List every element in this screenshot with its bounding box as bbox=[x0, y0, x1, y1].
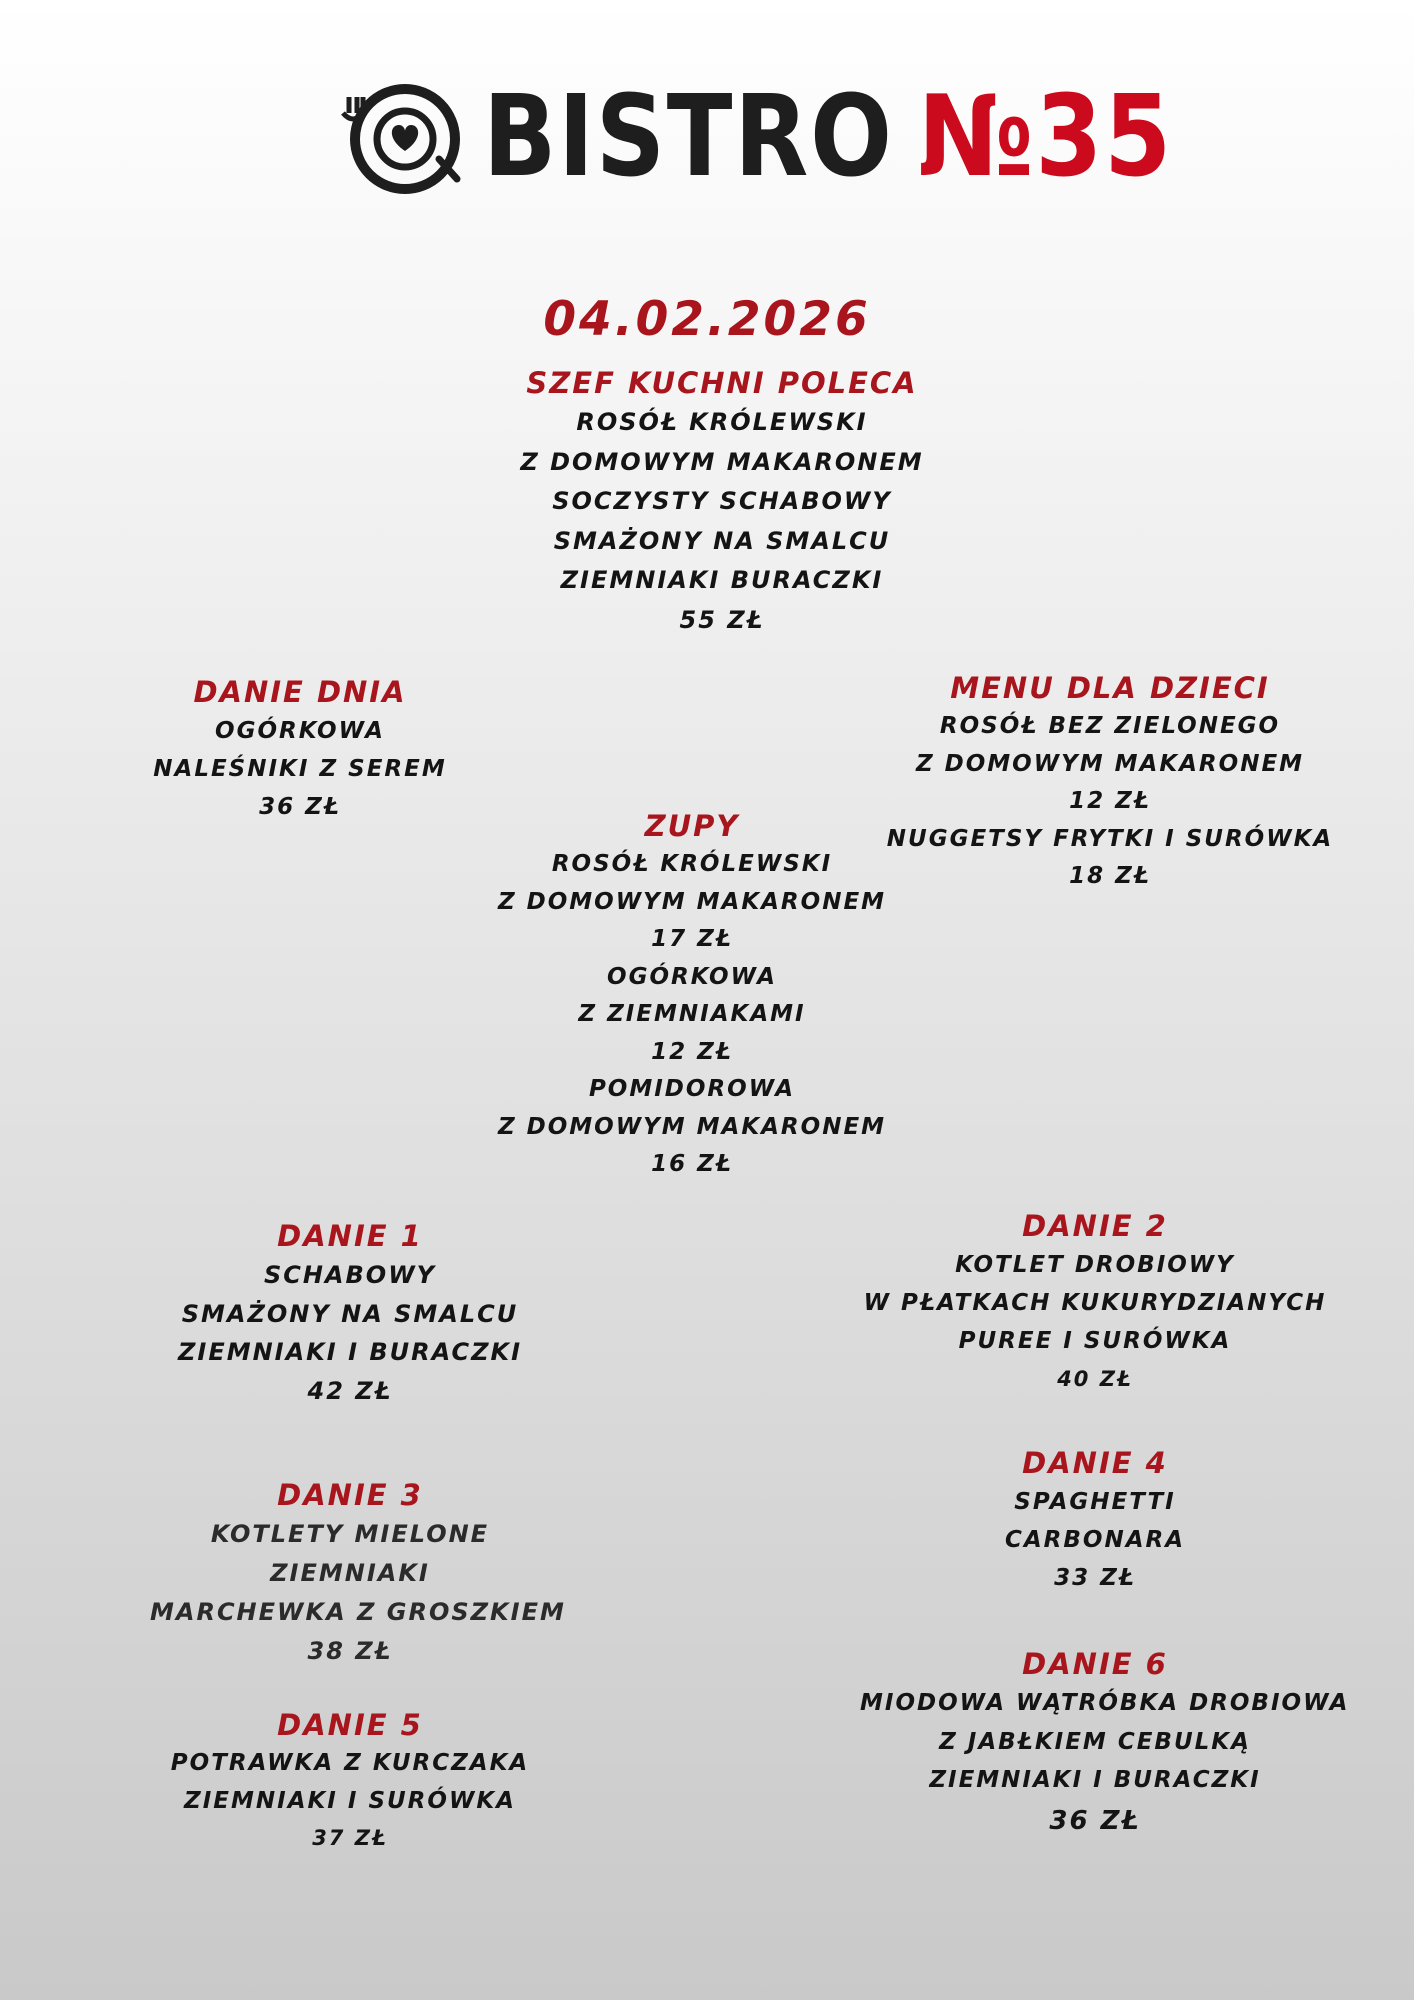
menu-line: KOTLET DROBIOWY bbox=[955, 1252, 1235, 1278]
chef-recommends-section bbox=[457, 363, 987, 640]
menu-line: W PŁATKACH KUKURYDZIANYCH bbox=[863, 1290, 1327, 1316]
price: 17 ZŁ bbox=[651, 926, 733, 952]
bistro-logo bbox=[335, 72, 1173, 202]
logo-number: №35 bbox=[917, 72, 1173, 202]
section-title: DANIE 1 bbox=[277, 1219, 423, 1253]
price: 38 ZŁ bbox=[307, 1637, 393, 1665]
soups-section bbox=[470, 806, 914, 1184]
logo-wordmark bbox=[483, 72, 1173, 202]
menu-line: ROSÓŁ KRÓLEWSKI bbox=[551, 851, 833, 877]
menu-date: 04.02.2026 bbox=[543, 292, 871, 347]
kids-menu-section bbox=[860, 668, 1360, 896]
menu-line: CARBONARA bbox=[1004, 1527, 1186, 1553]
menu-line: Z DOMOWYM MAKARONEM bbox=[497, 1113, 887, 1140]
section-title: DANIE 4 bbox=[1022, 1446, 1168, 1480]
menu-line: ZIEMNIAKI bbox=[270, 1559, 430, 1587]
menu-line: Z JABŁKIEM CEBULKĄ bbox=[939, 1728, 1251, 1755]
menu-line: SOCZYSTY SCHABOWY bbox=[552, 487, 892, 515]
section-title: DANIE 5 bbox=[277, 1708, 423, 1742]
menu-line: ROSÓŁ BEZ ZIELONEGO bbox=[939, 713, 1281, 739]
menu-line: NUGGETSY FRYTKI I SURÓWKA bbox=[886, 825, 1334, 852]
logo-word: BISTRO bbox=[483, 72, 894, 202]
menu-line: ROSÓŁ KRÓLEWSKI bbox=[576, 408, 868, 436]
dish-1-section bbox=[150, 1216, 550, 1410]
plate-heart-logo-icon bbox=[335, 77, 463, 199]
price: 40 ZŁ bbox=[1057, 1367, 1133, 1391]
menu-line: POTRAWKA Z KURCZAKA bbox=[170, 1750, 530, 1776]
menu-line: ZIEMNIAKI BURACZKI bbox=[560, 566, 884, 594]
price: 16 ZŁ bbox=[651, 1151, 733, 1177]
section-title: ZUPY bbox=[644, 809, 740, 843]
menu-line: Z DOMOWYM MAKARONEM bbox=[520, 447, 924, 476]
menu-line: ZIEMNIAKI I BURACZKI bbox=[177, 1338, 522, 1366]
menu-line: PUREE I SURÓWKA bbox=[958, 1328, 1232, 1354]
menu-line: NALEŚNIKI Z SEREM bbox=[153, 756, 447, 782]
section-title: DANIE 2 bbox=[1022, 1209, 1168, 1243]
dish-6-section bbox=[860, 1644, 1350, 1842]
price: 55 ZŁ bbox=[679, 605, 765, 634]
price: 37 ZŁ bbox=[312, 1826, 388, 1850]
section-title: SZEF KUCHNI POLECA bbox=[526, 366, 918, 400]
menu-line: ZIEMNIAKI I SURÓWKA bbox=[184, 1787, 516, 1814]
menu-line: OGÓRKOWA bbox=[607, 963, 777, 990]
menu-line: SPAGHETTI bbox=[1014, 1489, 1176, 1515]
menu-line: Z DOMOWYM MAKARONEM bbox=[915, 750, 1305, 777]
price: 36 ZŁ bbox=[1049, 1805, 1141, 1836]
price: 12 ZŁ bbox=[651, 1038, 733, 1065]
section-title: DANIE 3 bbox=[277, 1478, 423, 1512]
menu-line: MARCHEWKA Z GROSZKIEM bbox=[150, 1598, 566, 1626]
menu-line: ZIEMNIAKI I BURACZKI bbox=[929, 1767, 1261, 1793]
menu-line: SMAŻONY NA SMALCU bbox=[181, 1299, 519, 1328]
menu-line: SCHABOWY bbox=[263, 1261, 437, 1289]
dish-5-section bbox=[150, 1705, 550, 1858]
menu-line: KOTLETY MIELONE bbox=[210, 1520, 490, 1548]
dish-4-section bbox=[900, 1443, 1290, 1597]
price: 42 ZŁ bbox=[307, 1376, 393, 1405]
menu-line: Z DOMOWYM MAKARONEM bbox=[497, 888, 887, 915]
menu-line: OGÓRKOWA bbox=[215, 718, 385, 744]
dish-2-section bbox=[860, 1206, 1330, 1398]
section-title: DANIE DNIA bbox=[193, 675, 407, 709]
price: 36 ZŁ bbox=[259, 794, 341, 820]
menu-line: Z ZIEMNIAKAMI bbox=[578, 1001, 806, 1027]
dish-3-section bbox=[150, 1475, 566, 1671]
menu-line: MIODOWA WĄTRÓBKA DROBIOWA bbox=[860, 1690, 1350, 1716]
section-title: MENU DLA DZIECI bbox=[950, 671, 1270, 705]
price: 33 ZŁ bbox=[1054, 1565, 1136, 1591]
price: 12 ZŁ bbox=[1069, 788, 1151, 814]
section-title: DANIE 6 bbox=[1022, 1647, 1168, 1681]
menu-line: SMAŻONY NA SMALCU bbox=[553, 526, 891, 555]
menu-line: POMIDOROWA bbox=[588, 1076, 796, 1102]
dish-of-the-day-section bbox=[100, 672, 500, 826]
price: 18 ZŁ bbox=[1069, 863, 1151, 889]
